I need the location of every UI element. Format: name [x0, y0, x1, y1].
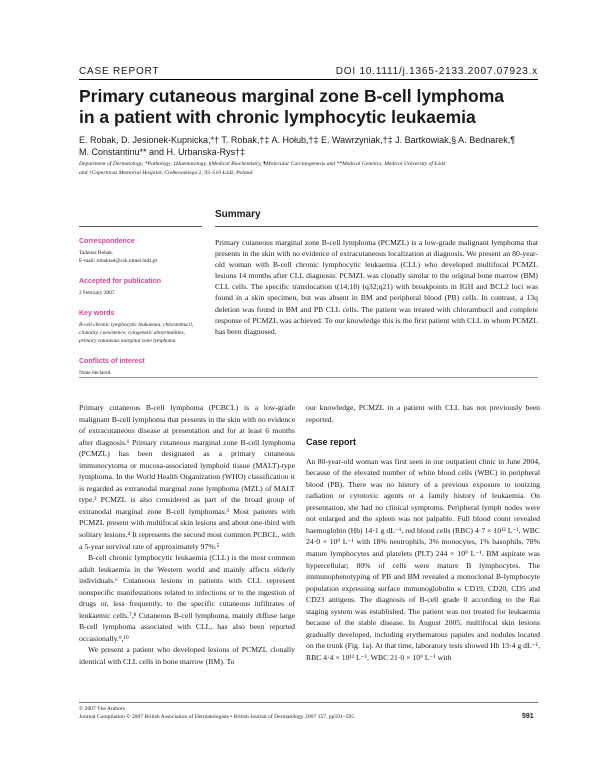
journal-line: Journal Compilation © 2007 British Association of Dermatologists • British Journal of Dermatology 2007 157, pp591–595	[79, 714, 355, 720]
summary-heading: Summary	[215, 209, 261, 220]
summary-rule	[215, 226, 538, 227]
affiliations	[79, 160, 549, 178]
body-paragraph: An 80-year-old woman was first seen in our outpatient clinic in June 2004, because of the elevated number of white blood cells (WBC) in peripheral blood (PB). There was no history of a previous exposure to ionizing radiation or cytotoxic agents or a family history of leukaemia. On presentation, she had no clinical symptoms. Peripheral lymph nodes were not enlarged and the spleen was not palpable. Full blood count revealed haemoglobin (Hb) 14·1 g dL⁻¹, red blood cells (RBC) 4·7 × 10¹² L⁻¹, WBC 24·0 × 10⁹ L⁻¹ with 18% neutrophils, 3% monocytes, 1% basophils, 78% mature lymphocytes and platelets (PLT) 244 × 10⁹ L⁻¹. BM aspirate was hypercellular; 80% of cells were mature B lymphocytes. The immunophenotyping of PB and BM revealed a monoclonal B-lymphocyte population expressing surface immunoglobulin κ CD19, CD20, CD5 and CD23 antigens. The diagnosis of B-cell grade 0 according to the Rai staging system was established. The patient was not treated for leukaemia because of the stable disease. In August 2005, multifocal skin lesions gradually developed, including erythematous papules and nodules located on the trunk (Fig. 1a). At that time, laboratory tests showed Hb 13·4 g dL⁻¹, RBC 4·4 × 10¹² L⁻¹, WBC 21·0 × 10⁹ L⁻¹ with	[306, 456, 540, 662]
accepted-date: 2 February 2007	[79, 290, 115, 296]
footer-rule	[79, 702, 538, 703]
running-header	[79, 57, 538, 77]
correspondence-email[interactable]: E-mail: robaktad@csk.umed.lodz.pl	[79, 258, 158, 264]
body-column-left	[79, 402, 295, 668]
case-report-heading: Case report	[306, 437, 357, 448]
section-label: CASE REPORT	[79, 66, 160, 77]
authors-line-2: M. Constantinu** and H. Urbanska-Rys†‡	[79, 147, 246, 157]
correspondence-block	[79, 237, 201, 265]
conflicts-heading: Conflicts of interest	[79, 358, 145, 365]
author-list	[79, 134, 549, 158]
keywords-block	[79, 309, 201, 345]
conflicts-block	[79, 357, 201, 377]
summary-bottom-rule	[79, 377, 538, 378]
correspondence-heading: Correspondence	[79, 238, 135, 245]
article-title	[79, 86, 549, 128]
body-paragraph: our knowledge, PCMZL in a patient with CLL has not previously been reported.	[306, 403, 540, 424]
doi[interactable]: DOI 10.1111/j.1365-2133.2007.07923.x	[335, 66, 538, 77]
affiliation-line-2: and †Copernicus Memorial Hospital, Ciołkowskiego 2, 93–510 Łódź, Poland	[79, 170, 253, 176]
header-rule	[79, 79, 538, 80]
body-paragraph: We present a patient who developed lesions of PCMZL clonally identical with CLL cells in bone marrow (BM). To	[79, 645, 295, 667]
affiliation-line-1: Department of Dermatology, *Pathology, ‡Haematology, §Medical Biochemistry, ¶Molecular Carcinogenesis and **Medical Genetics, Medical University of Łódź	[79, 161, 446, 167]
keywords-heading: Key words	[79, 310, 115, 317]
body-paragraph: B-cell chronic lymphocytic leukaemia (CLL) is the most common adult leukaemia in the Western world and mainly affects elderly individuals.⁶ Cutaneous lesions in patients with CLL represent nonspecific manifestations related to infections or to the ingestion of drugs or, less frequently, to the specific cutaneous infiltrates of leukaemic cells.⁷,⁸ Cutaneous B-cell lymphoma, mainly diffuse large B-cell lymphoma associated with CLL, has also been reported occasionally.⁹,¹⁰	[79, 553, 295, 643]
page-number: 591	[522, 713, 534, 720]
article-sidebar	[79, 237, 201, 385]
keywords-text: B-cell chronic lymphocytic leukaemia, chlorambucil, clonality, coexistence, cytogenetic abnormalities, primary cutaneous marginal zone lymphoma	[79, 322, 194, 344]
authors-line-1: E. Robak, D. Jesionek-Kupnicka,*† T. Robak,†‡ A. Hołub,†‡ E. Wawrzyniak,†‡ J. Bartkowiak,§ A. Bednarek,¶	[79, 135, 516, 145]
conflicts-text: None declared.	[79, 370, 112, 376]
summary-text: Primary cutaneous marginal zone B-cell lymphoma (PCMZL) is a low-grade malignant lymphoma that presents in the skin with no evidence of extracutaneous localization at diagnosis. We present an 80-year-old woman with B-cell chronic lymphocytic leukaemia (CLL) who developed multifocal PCMZL lesions 14 months after CLL diagnosis. PCMZL was clonally similar to the original bone marrow (BM) CLL cells. The specific translocation t(14;18) (q32;q21) with breakpoints in IGH and BCL2 loci was found in a skin specimen, but was absent in BM and peripheral blood (PB) cells. In contrast, a 13q deletion was found in BM and PB CLL cells. The patient was treated with chlorambucil and complete response of PCMZL was achieved. To our knowledge this is the first patient with CLL in whom PCMZL has been diagnosed.	[215, 238, 538, 336]
body-paragraph: Primary cutaneous B-cell lymphoma (PCBCL) is a low-grade malignant B-cell lymphoma that presents in the skin with no evidence of extracutaneous disease at presentation and for at least 6 months after diagnosis.¹ Primary cutaneous marginal zone B-cell lymphoma (PCMZL) has been designated as a primary cutaneous immunocytoma or mucosa-associated lymphoid tissue (MALT)-type lymphoma. In the World Health Organization (WHO) classification it is regarded as extranodal marginal zone lymphoma (MZL) of MALT type.² PCMZL is also considered as part of the broad group of extranodal marginal zone B-cell lymphomas.³ Most patients with PCMZL present with multifocal skin lesions and about one-third with solitary lesions.⁴ It represents the second most common PCBCL, with a 5-year survival rate of approximately 97%.⁵	[79, 403, 295, 551]
body-column-right	[306, 402, 540, 663]
title-line-2: in a patient with chronic lymphocytic leukaemia	[79, 107, 476, 127]
page-footer	[79, 705, 539, 721]
sidebar-rule	[79, 226, 202, 227]
correspondence-name: Tadeusz Robak.	[79, 250, 114, 256]
title-line-1: Primary cutaneous marginal zone B-cell lymphoma	[79, 86, 504, 106]
accepted-heading: Accepted for publication	[79, 278, 162, 285]
accepted-block	[79, 277, 201, 297]
copyright-line: © 2007 The Authors	[79, 706, 125, 712]
